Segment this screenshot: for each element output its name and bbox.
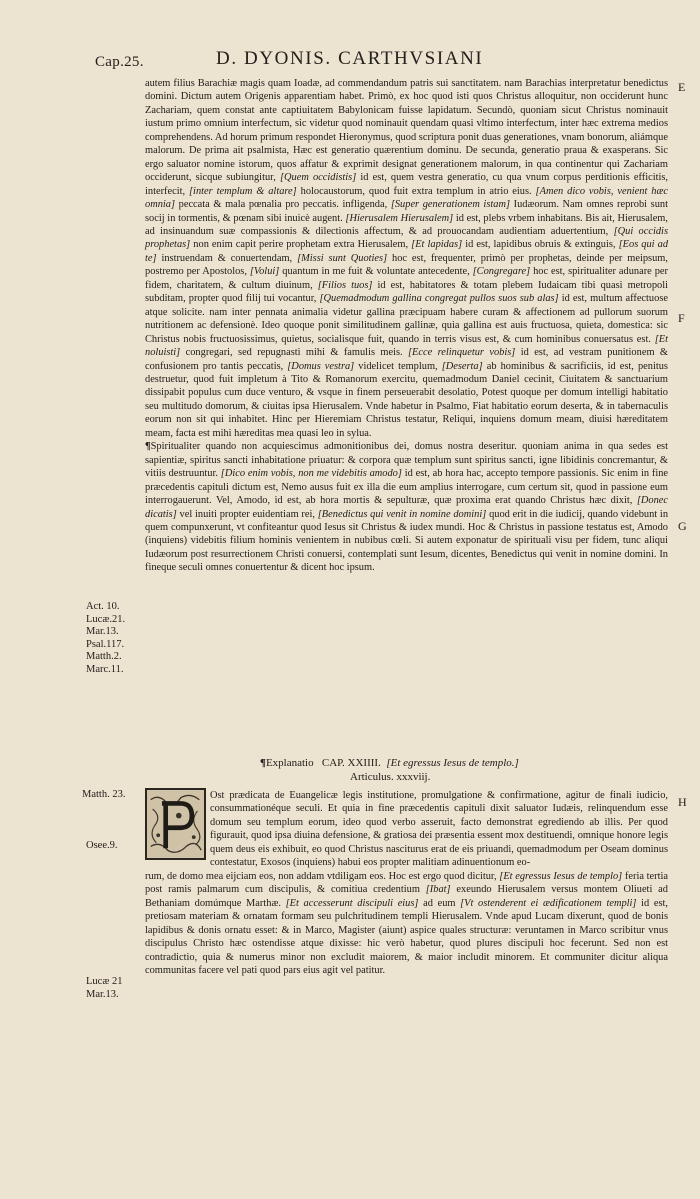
chapter-number: CAP. XXIIII.	[321, 757, 381, 769]
margin-ref: Psal.117.	[86, 638, 125, 650]
margin-ref-matth23: Matth. 23.	[82, 789, 126, 800]
articulus-label: Articulus. xxxviij.	[350, 771, 431, 783]
explanation-intro: Ost prædicata de Euangelicæ legis institutione, promulgatione & confirmatione, agitur de finali iudicio, consummationéque seculi. Et quia in fine præcedentis capituli dixit saluator Iudæis, relinquendum esse domum seu templum eorum, ideo quod verbo asseruit, facto demonstrat egrediendo ab illis. Per quod figurauit, quod ipsa diuina defensione, & gratiosa dei præsentia essent mox destituendi, omnique honore legis quem deus eis exhibuit, eo quod Christus nasciturus erat de eis priuandi, quemadmodum per Oseam dominus contestatur, Exosos (inquiens) habui eos propter malitiam adinuentionum eo-	[210, 790, 668, 869]
commentary-paragraph: autem filius Barachiæ magis quam Ioadæ, ad commendandum patris sui sanctitatem. nam Barachias interpretatur benedictus domini. Dictum autem Origenis apparentiam habet. Primò, ex hoc quod isti quos Christus alloquitur, non occiderunt hunc Zachariam, quem constat ante captiuitatem Babylonicam fuisse lapidatum. Secundò, quoniam sicut Christus nominauit iustum primo omnium interfectum, sic videtur quod nominauit quendam quasi vltimo interfectum, inter hæc extrema medios comprehendens. Ad horum primum respondet Hieronymus, quod scriptura ponit duas generationes, vnam bonorum, aliámque malorum. De prima ait psalmista, Hæc est generatio quærentium dominu. De secunda, generatio praua & exasperans. Sic ergo saluator nomine istorum, quos affatur & exprimit designat generationem malorum, in qua continentur qui Zachariam occiderunt, sicque subiungitur, [Quem occidistis] id est, quem vestra generatio, cu qua vnum corpus perditionis efficitis, interfecit, [inter templum & altare] holocaustorum, quod fuit extra templum in atrio eius. [Amen dico vobis, venient hæc omnia] peccata & mala pœnalia pro peccatis. infligenda, [Super generationem istam] Iudæorum. Nam omnes reprobi sunt socij in tormentis, & pœnam sibi inuicè augent. [Hierusalem Hierusalem] id est, plebs vrbem inhabitans. Bis ait, Hierusalem, ad insinuandum suæ compassionis & dilectionis affectum, & ad prouocandam audientiam aduertentium, [Qui occidis prophetas] non enim capit perire prophetam extra Hierusalem, [Et lapidas] id est, lapidibus obruis & extinguis, [Eos qui ad te] instruendam & conuertendam, [Missi sunt Quoties] hoc est, frequenter, primò per prophetas, deinde per meipsum, postremo per Apostolos, [Volui] quantum in me fuit & voluntate antecedente, [Congregare] hoc est, spiritualiter adunare per fidem, charitatem, & cultum diuinum, [Filios tuos] id est, habitatores & totam plebem Iudaicam tibi quasi metropoli subditam, propter quod filij tui vocantur, [Quemadmodum gallina congregat pullos suos sub alas] id est, multum affectuose atque solicite. nam inter pennata animalia videtur gallina præcipuam habere curam & affectionem ad pullorum suorum nutritionem ac defensionè. Ideo quoque ponit similitudinem gallinæ, quia gallina est auis fructuosa, quieta, domestica: sic Christus nobis fructuosissimus, quietus, socialisque fuit, quando in terris visus est, & cum hominibus conuersatus est. [Et noluisti] congregari, sed repugnasti mihi & famulis meis. [Ecce relinquetur vobis] id est, ad vestram punitionem & confusionem pro tantis peccatis, [Domus vestra] videlicet templum, [Deserta] ab hominibus & sacrificiis, id est, penitus destruetur, quod fuit impletum à Tito & Romanorum exercitu, quemadmodum Daniel cecinit, Ciuitatem & sanctuarium dissipabit populus cum duce venturo, & vsque in finem perseuerabit desolatio, Potest quoque per domum intelligi habitatio seu multitudo domorum, & ciuitas ipsa Hierusalem. Vnde habetur in Psalmo, Fiat habitatio eorum deserta, & in tabernaculis eorum non sit qui inhabitet. Hinc per Hieremiam Christus testatur, Reliqui, inquiens domum meam, diuisi hæreditatem meam, facta est mihi hæreditas mea quasi leo in sylua.	[145, 78, 669, 439]
margin-refs-group1	[86, 601, 125, 677]
margin-refs-group4	[86, 976, 122, 1001]
margin-ref: Matth.2.	[86, 651, 122, 663]
section-letter-e: E	[678, 80, 686, 94]
explanation-label: Explanatio	[265, 757, 314, 769]
pilcrow-icon: ¶	[260, 757, 266, 769]
commentary-paragraph: ¶Spiritualiter quando non acquiescimus admonitionibus dei, domus nostra deseritur. quoniam anima in qua sedes est sapientiæ, spiritus sancti inhabitatione priuatur: & corpora quæ templum sunt spiritus sancti, igne libidinis concremantur, & vitiis destruuntur. [Dico enim vobis, non me videbitis amodo] id est, ab hora hac, accepto tempore passionis. Sic enim in fine præcedentis capituli dictum est, Nemo ausus fuit ex illa die eum amplius interrogare, cum certum sit, quod in passione eum interrogauerunt. Vel, Amodo, id est, ab hora mortis & sepulturæ, quæ proxima erat quando Christus hæc dixit, [Donec dicatis] vel inuiti propter euidentiam rei, [Benedictus qui venit in nomine domini] quod erit in die iudicij, quando videbunt in quem compunxerunt, vt confiteantur quod Iesus sit Christus & iudex mundi. Hoc & Christus in passione testatus est, Amodo (inquiens) videbitis filium hominis venientem in nubibus cœli. Si autem exponatur de spirituali visu per fidem, tunc aliqui Iudæorum post resurrectionem Christi conuersi, contemplati sunt Iesum, dicentes, Benedictus qui venit in nomine domini. In fineque seculi omnes conuertentur & dicent hoc ipsum.	[145, 441, 669, 574]
explanation-heading	[260, 756, 640, 784]
explanation-body: rum, de domo mea eijciam eos, non addam vtdiligam eos. Hoc est ergo quod dicitur, [Et egressus Iesus de templo] feria tertia post ramis palmarum cum discipulis, & comitiua credentium [Ibat] exeundo Hierusalem versus montem Oliueti ad Bethaniam domúmque Marthæ. [Et accesserunt discipuli eius] ad eum [Vt ostenderent ei ædificationem templi] id est, pretiosam materiam & ornatam formam seu pulchritudinem templi Hierusalem. Vnde apud Lucam dixerunt, quod de bonis lapidibus & donis ornatu esset: & in Marco, Magister (aiunt) aspice quales structuræ: veruntamen in Marco scribitur vnus discipulus Christo hæc ostendisse atque dixisse: hic verò habetur, quod plures discipuli hoc fecerunt. Sed non est contradictio, quia & numerus minor non excludit maiorem, & maior includit minorem. Et communiter dicitur aliqua communitas facere vel pati quod pars eius agit vel patitur.	[145, 871, 669, 977]
section-letter-g: G	[678, 519, 687, 533]
margin-ref: Lucæ 21	[86, 976, 123, 987]
lemma-reference: [Et egressus Iesus de templo.]	[386, 757, 519, 769]
pilcrow-icon: ¶	[145, 441, 151, 453]
initial-p-icon	[147, 790, 204, 858]
margin-ref: Lucæ.21.	[86, 613, 126, 625]
margin-ref-osee: Osee.9.	[86, 840, 118, 851]
margin-ref: Mar.13.	[86, 988, 119, 1000]
section-letter-f: F	[678, 311, 685, 325]
margin-ref: Mar.13.	[86, 626, 119, 638]
margin-ref: Act. 10.	[86, 601, 120, 612]
margin-ref: Marc.11.	[86, 663, 124, 675]
chapter-label: Cap.25.	[95, 54, 144, 70]
section-letter-h: H	[678, 795, 687, 809]
running-title: D. DYONIS. CARTHVSIANI	[216, 48, 484, 69]
page-header	[0, 48, 700, 72]
main-commentary	[145, 77, 668, 575]
decorated-initial-p	[145, 788, 206, 860]
